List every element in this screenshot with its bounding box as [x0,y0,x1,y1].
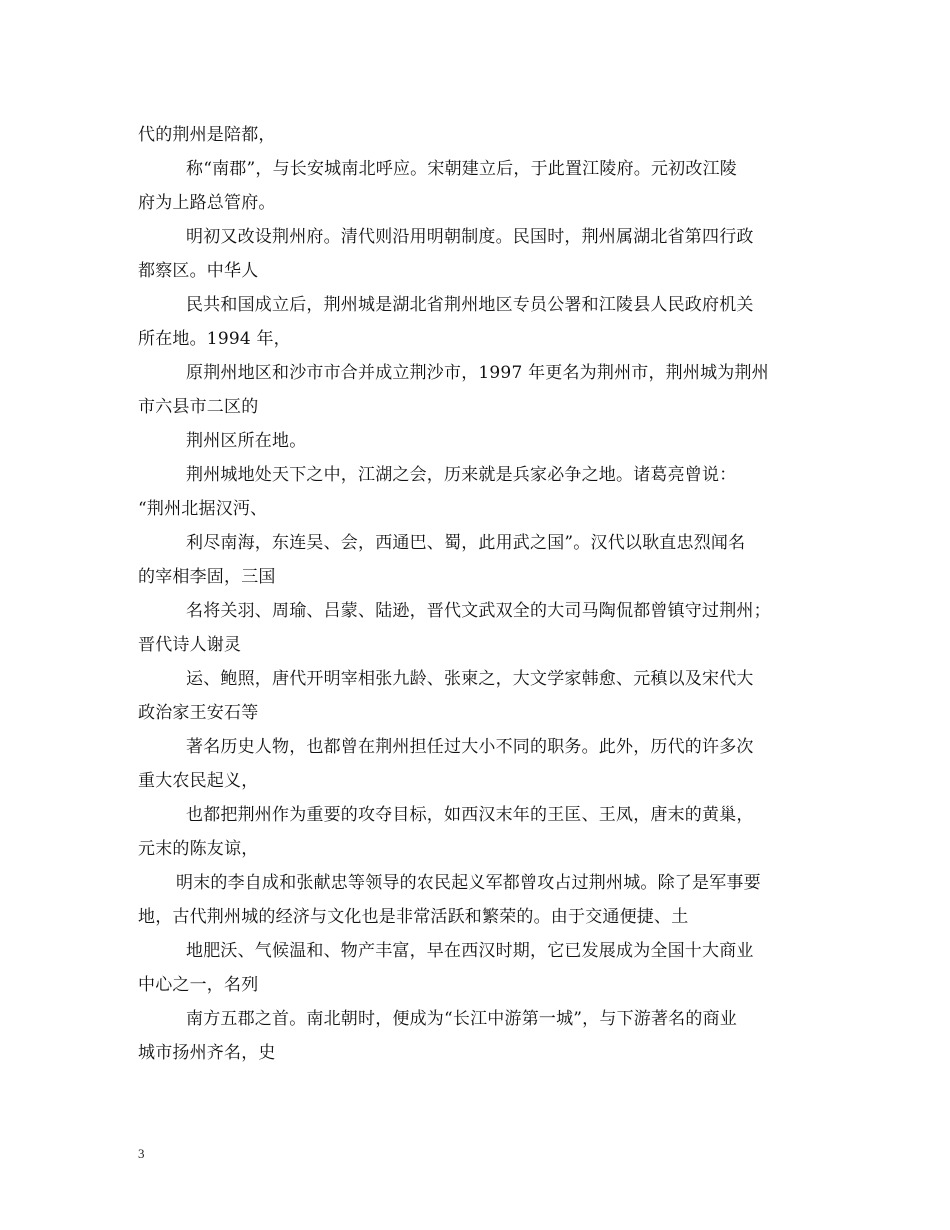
text-line: 南方五郡之首。南北朝时，便成为“长江中游第一城”，与下游著名的商业 [186,1009,737,1029]
text-line: 晋代诗人谢灵 [138,635,242,655]
page-number: 3 [138,1146,145,1161]
text-line: 代的荆州是陪都， [138,125,276,145]
text-line: 政治家王安石等 [138,703,259,723]
text-line: “荆州北据汉沔、 [138,499,268,519]
text-line: 民共和国成立后，荆州城是湖北省荆州地区专员公署和江陵县人民政府机关 [186,295,754,315]
text-line: 荆州城地处天下之中，江湖之会，历来就是兵家必争之地。诸葛亮曾说： [186,465,737,485]
text-line: 地肥沃、气候温和、物产丰富，早在西汉时期，它已发展成为全国十大商业 [186,941,754,961]
text-line: 运、鲍照，唐代开明宰相张九龄、张柬之，大文学家韩愈、元稹以及宋代大 [186,669,754,689]
text-line: 明末的李自成和张献忠等领导的农民起义军都曾攻占过荆州城。除了是军事要 [176,873,761,893]
document-body [138,118,838,1070]
text-line: 利尽南海，东连吴、会，西通巴、蜀，此用武之国”。汉代以耿直忠烈闻名 [186,533,746,553]
text-line: 称“南郡”，与长安城南北呼应。宋朝建立后，于此置江陵府。元初改江陵 [186,159,737,179]
text-line: 荆州区所在地。 [186,431,307,451]
text-line: 的宰相李固，三国 [138,567,276,587]
text-line: 也都把荆州作为重要的攻夺目标，如西汉末年的王匡、王凤，唐末的黄巢， [186,805,754,825]
text-line: 名将关羽、周瑜、吕蒙、陆逊，晋代文武双全的大司马陶侃都曾镇守过荆州； [186,601,771,621]
text-line: 明初又改设荆州府。清代则沿用明朝制度。民国时，荆州属湖北省第四行政 [186,227,754,247]
text-line: 地，古代荆州城的经济与文化也是非常活跃和繁荣的。由于交通便捷、土 [138,907,689,927]
text-line: 都察区。中华人 [138,261,259,281]
text-line: 著名历史人物，也都曾在荆州担任过大小不同的职务。此外，历代的许多次 [186,737,754,757]
text-line: 中心之一，名列 [138,975,259,995]
text-line: 府为上路总管府。 [138,193,276,213]
text-line: 重大农民起义， [138,771,259,791]
text-line: 市六县市二区的 [138,397,259,417]
text-line: 所在地。1994 年， [138,329,291,349]
text-line: 原荆州地区和沙市市合并成立荆沙市，1997 年更名为荆州市，荆州城为荆州 [186,363,769,383]
text-line: 元末的陈友谅， [138,839,259,859]
text-line: 城市扬州齐名，史 [138,1043,276,1063]
